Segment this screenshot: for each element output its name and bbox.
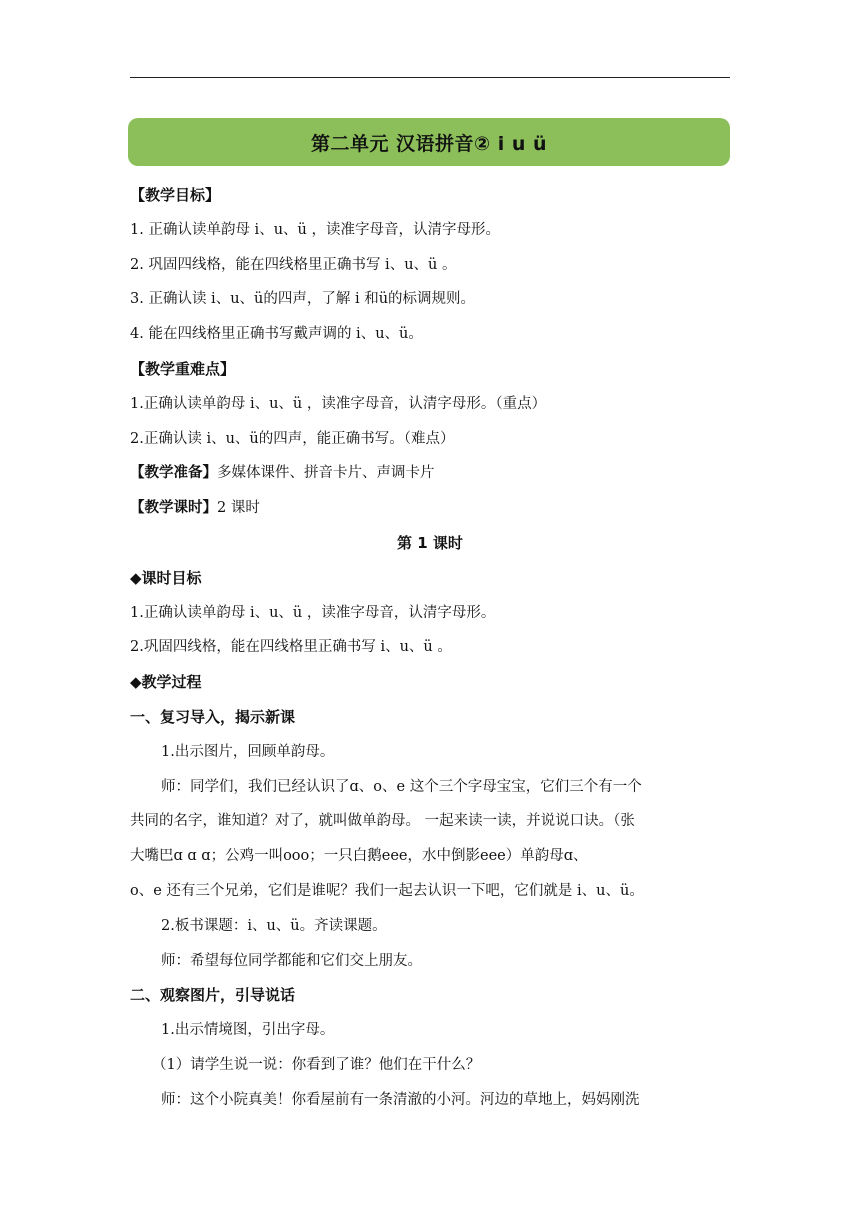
hours-line: [130, 491, 730, 526]
part2-heading: 二、观察图片，引导说话: [130, 986, 296, 1005]
goal-item-4: 4. 能在四线格里正确书写戴声调的 i、u、ü。: [130, 326, 423, 343]
prep-line: [130, 456, 730, 491]
part2-para1-line1: 师：这个小院真美！你看屋前有一条清澈的小河。河边的草地上，妈妈刚洗: [161, 1091, 640, 1108]
document-title: 第二单元 汉语拼音② i u ü: [310, 132, 548, 155]
process-heading: ◆教学过程: [130, 673, 202, 692]
hours-label: 【教学课时】: [130, 500, 217, 517]
hours-value: 2 课时: [217, 500, 260, 517]
lesson-title: 第 1 课时: [397, 533, 463, 552]
part2-step1: 1.出示情境图，引出字母。: [161, 1022, 335, 1039]
part1-heading: 一、复习导入，揭示新课: [130, 707, 296, 726]
part1-step2: 2.板书课题：i、u、ü。齐读课题。: [161, 917, 387, 934]
lesson-goal-item-1: 1.正确认读单韵母 i、u、ü ，读准字母音，认清字母形。: [130, 604, 496, 621]
goals-heading: 【教学目标】: [130, 186, 221, 204]
goal-item-2: 2. 巩固四线格，能在四线格里正确书写 i、u、ü 。: [130, 256, 457, 273]
key-point-item-1: 1.正确认读单韵母 i、u、ü ，读准字母音，认清字母形。（重点）: [130, 395, 547, 412]
title-banner: [128, 118, 730, 166]
key-point-item-2: 2.正确认读 i、u、ü的四声，能正确书写。（难点）: [130, 430, 455, 447]
goal-item-3: 3. 正确认读 i、u、ü的四声，了解 i 和ü的标调规则。: [130, 291, 476, 308]
part1-para1-line4: o、e 还有三个兄弟，它们是谁呢？我们一起去认识一下吧，它们就是 i、u、ü。: [130, 882, 644, 899]
part1-step1: 1.出示图片，回顾单韵母。: [161, 743, 335, 760]
document-body: [130, 178, 730, 1118]
part1-para2: 师：希望每位同学都能和它们交上朋友。: [161, 952, 422, 969]
prep-value: 多媒体课件、拼音卡片、声调卡片: [217, 465, 435, 482]
part2-sub1: （1）请学生说一说：你看到了谁？他们在干什么？: [152, 1056, 481, 1073]
key-points-heading: 【教学重难点】: [130, 359, 236, 378]
part1-para1-line2: 共同的名字，谁知道？对了，就叫做单韵母。 一起来读一读，并说说口诀。（张: [130, 813, 635, 830]
lesson-goal-item-2: 2.巩固四线格，能在四线格里正确书写 i、u、ü 。: [130, 639, 452, 656]
header-rule: [130, 77, 730, 78]
part1-para1-line1: 师：同学们，我们已经认识了ɑ、o、e 这个三个字母宝宝，它们三个有一个: [161, 778, 642, 795]
lesson-goals-heading: ◆课时目标: [130, 568, 202, 587]
prep-label: 【教学准备】: [130, 465, 217, 482]
goal-item-1: 1. 正确认读单韵母 i、u、ü ，读准字母音，认清字母形。: [130, 221, 500, 238]
part1-para1-line3: 大嘴巴ɑ ɑ ɑ；公鸡一叫ooo；一只白鹅eee，水中倒影eee）单韵母ɑ、: [130, 848, 588, 865]
